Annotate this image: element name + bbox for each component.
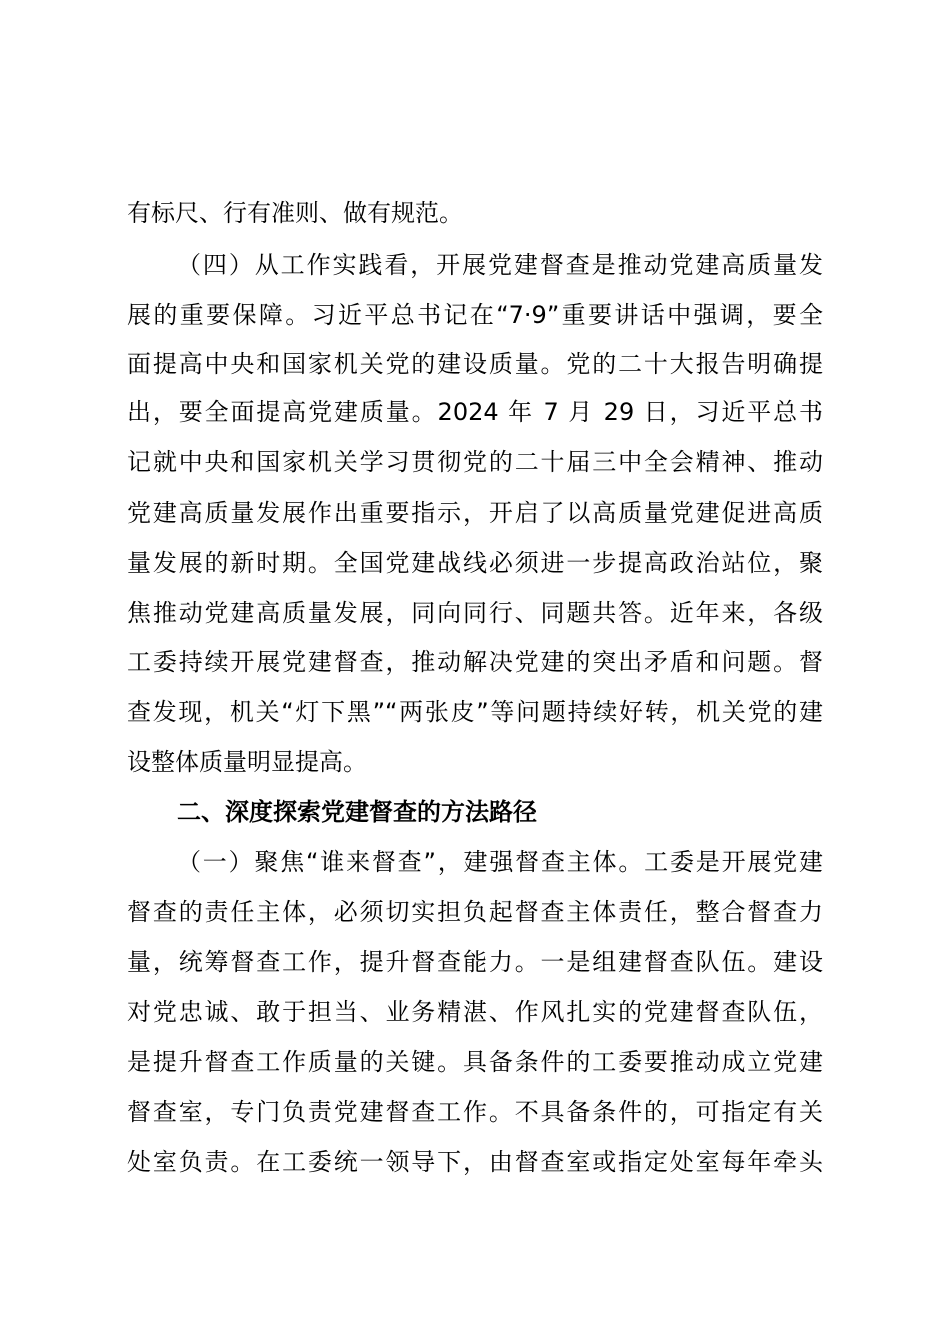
paragraph-line: 面提高中央和国家机关党的建设质量。党的二十大报告明确提 [127,350,823,378]
paragraph-line: 展的重要保障。习近平总书记在“7·9”重要讲话中强调，要全 [127,301,823,329]
paragraph-line: 是提升督查工作质量的关键。具备条件的工委要推动成立党建 [127,1048,823,1076]
paragraph-line: 查发现，机关“灯下黑”“两张皮”等问题持续好转，机关党的建 [127,698,823,726]
paragraph-line: 设整体质量明显提高。 [127,748,367,776]
paragraph-line: 督查室，专门负责党建督查工作。不具备条件的，可指定有关 [127,1098,823,1126]
paragraph-line: 出，要全面提高党建质量。2024 年 7 月 29 日，习近平总书 [127,398,823,426]
paragraph-line: （一）聚焦“谁来督查”，建强督查主体。工委是开展党建 [177,848,823,876]
paragraph-line: 对党忠诚、敢于担当、业务精湛、作风扎实的党建督查队伍， [127,998,823,1026]
paragraph-line: 量发展的新时期。全国党建战线必须进一步提高政治站位，聚 [127,549,823,577]
paragraph-line: 焦推动党建高质量发展，同向同行、同题共答。近年来，各级 [127,599,823,627]
section-heading: 二、深度探索党建督查的方法路径 [177,798,537,826]
paragraph-line: 有标尺、行有准则、做有规范。 [127,199,463,227]
paragraph-line: （四）从工作实践看，开展党建督查是推动党建高质量发 [177,251,823,279]
paragraph-line: 督查的责任主体，必须切实担负起督查主体责任，整合督查力 [127,898,823,926]
paragraph-line: 工委持续开展党建督查，推动解决党建的突出矛盾和问题。督 [127,648,823,676]
paragraph-line: 量，统筹督查工作，提升督查能力。一是组建督查队伍。建设 [127,948,823,976]
paragraph-line: 处室负责。在工委统一领导下，由督查室或指定处室每年牵头 [127,1148,823,1176]
paragraph-line: 党建高质量发展作出重要指示，开启了以高质量党建促进高质 [127,499,823,527]
paragraph-line: 记就中央和国家机关学习贯彻党的二十届三中全会精神、推动 [127,448,823,476]
